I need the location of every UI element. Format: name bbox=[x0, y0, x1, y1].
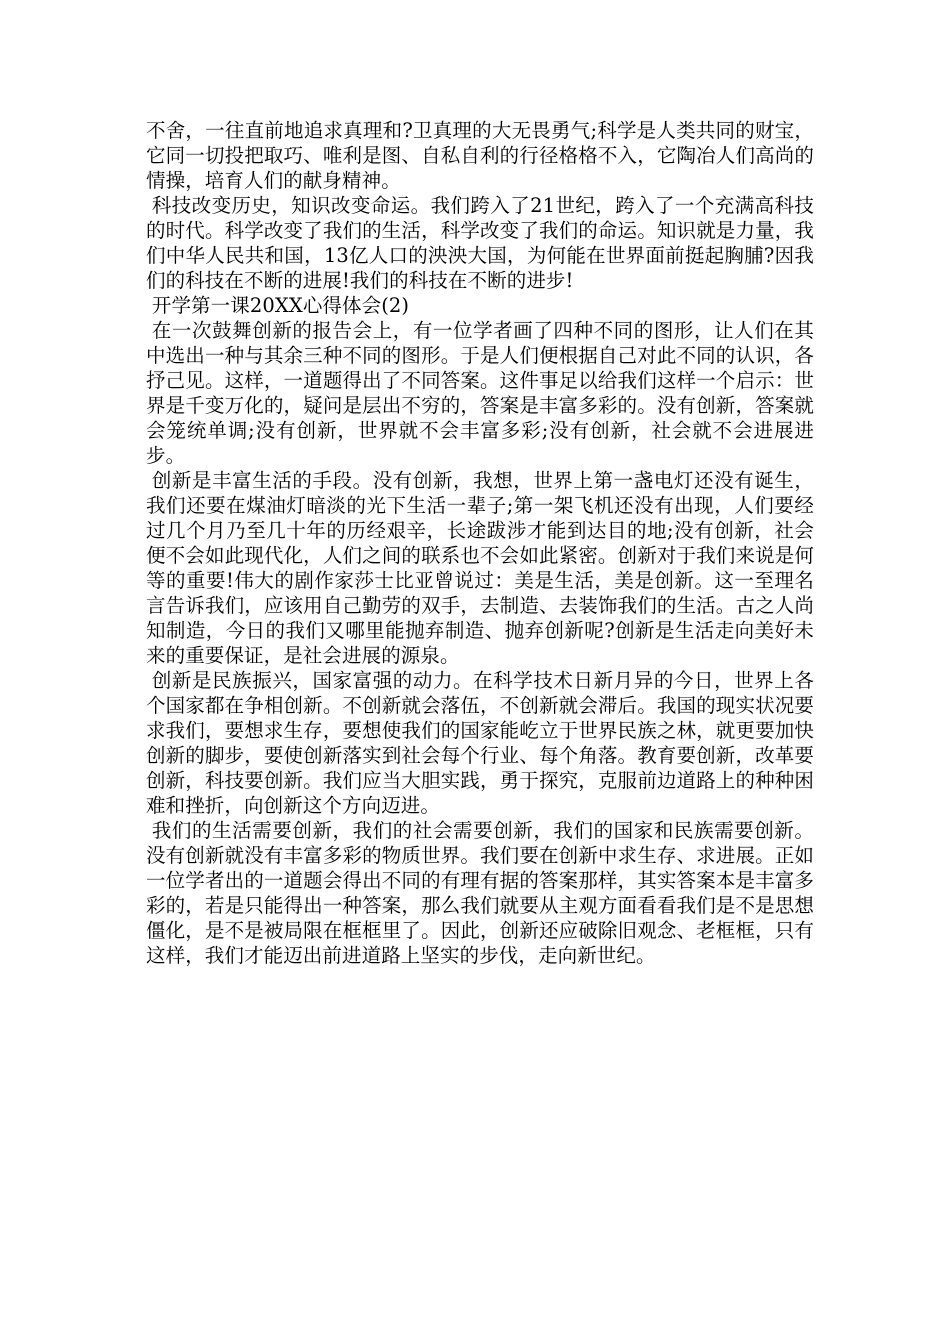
section-heading: 开学第一课20XX心得体会(2) bbox=[151, 294, 410, 317]
document-body bbox=[146, 118, 814, 968]
paragraph-1: 不舍，一往直前地追求真理和?卫真理的大无畏勇气;科学是人类共同的财宝，它同一切投把取巧、唯利是图、自私自利的行径格格不入，它陶冶人们高尚的情操，培育人们的献身精神。 bbox=[146, 119, 814, 192]
paragraph-6: 我们的生活需要创新，我们的社会需要创新，我们的国家和民族需要创新。没有创新就没有丰富多彩的物质世界。我们要在创新中求生存、求进展。正如一位学者出的一道题会得出不同的有理有据的答案那样，其实答案本是丰富多彩的，若是只能得出一种答案，那么我们就要从主观方面看看我们是不是思想僵化，是不是被局限在框框里了。因此，创新还应破除旧观念、老框框，只有这样，我们才能迈出前进道路上坚实的步伐，走向新世纪。 bbox=[146, 819, 814, 967]
paragraph-3: 在一次鼓舞创新的报告会上，有一位学者画了四种不同的图形，让人们在其中选出一种与其余三种不同的图形。于是人们便根据自己对此不同的认识，各抒己见。这样，一道题得出了不同答案。这件事足以给我们这样一个启示：世界是千变万化的，疑问是层出不穷的，答案是丰富多彩的。没有创新，答案就会笼统单调;没有创新，世界就不会丰富多彩;没有创新，社会就不会进展进步。 bbox=[146, 319, 814, 467]
paragraph-4: 创新是丰富生活的手段。没有创新，我想，世界上第一盏电灯还没有诞生，我们还要在煤油灯暗淡的光下生活一辈子;第一架飞机还没有出现，人们要经过几个月乃至几十年的历经艰辛，长途跋涉才能到达目的地;没有创新，社会便不会如此现代化，人们之间的联系也不会如此紧密。创新对于我们来说是何等的重要!伟大的剧作家莎士比亚曾说过：美是生活，美是创新。这一至理名言告诉我们，应该用自己勤劳的双手，去制造、去装饰我们的生活。古之人尚知制造，今日的我们又哪里能抛弃制造、抛弃创新呢?创新是生活走向美好未来的重要保证，是社会进展的源泉。 bbox=[146, 469, 814, 667]
paragraph-2: 科技改变历史，知识改变命运。我们跨入了21世纪，跨入了一个充满高科技的时代。科学改变了我们的生活，科学改变了我们的命运。知识就是力量，我们中华人民共和国，13亿人口的泱泱大国，为何能在世界面前挺起胸脯?因我们的科技在不断的进展!我们的科技在不断的进步! bbox=[146, 194, 814, 292]
paragraph-5: 创新是民族振兴，国家富强的动力。在科学技术日新月异的今日，世界上各个国家都在争相创新。不创新就会落伍，不创新就会滞后。我国的现实状况要求我们，要想求生存，要想使我们的国家能屹立于世界民族之林，就更要加快创新的脚步，要使创新落实到社会每个行业、每个角落。教育要创新，改革要创新，科技要创新。我们应当大胆实践，勇于探究，克服前边道路上的种种困难和挫折，向创新这个方向迈进。 bbox=[146, 669, 814, 817]
